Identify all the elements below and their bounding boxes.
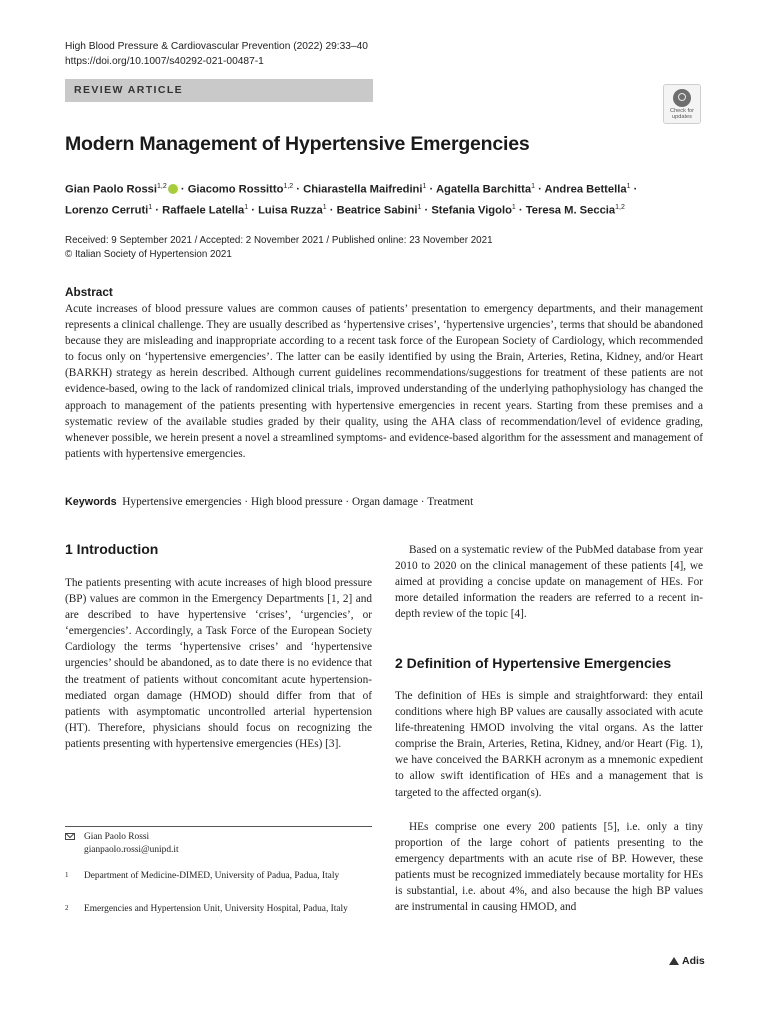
corresponding-author-name: Gian Paolo Rossi <box>84 832 150 842</box>
author-affiliation: 1 <box>422 183 427 190</box>
adis-triangle-icon <box>669 957 679 965</box>
author-name[interactable]: Stefania Vigolo <box>431 204 512 217</box>
check-updates-label-1: Check for <box>670 108 694 114</box>
author-affiliation: 1 <box>531 183 535 190</box>
author-name[interactable]: Giacomo Rossitto <box>187 183 284 196</box>
introduction-paragraph: The patients presenting with acute increases of high blood pressure (BP) values are common in the Emergency Departments [1, 2] and are described to have hypertensive ‘crises’, ‘urgencies’, or ‘emergencies’. Accordingly, a Task Force of the European Society Cardiology the terms ‘hypertensive crises’ and ‘hypertensive urgencies’ should be abandoned, as to date there is no evidence that the treatment of patients without concomitant acute hypertension-mediated organ damage (HMOD) should differ from that of patients with asymptomatic uncontrolled arterial hypertension (HT). Therefore, physicians should focus on recognizing the patients presenting with hypertensive emergencies (HEs) [3]. <box>65 577 372 750</box>
publication-dates <box>65 234 493 262</box>
author-affiliation: 1,2 <box>283 183 294 190</box>
author-name[interactable]: Lorenzo Cerruti <box>65 204 149 217</box>
introduction-paragraph-2: Based on a systematic review of the PubMed database from year 2010 to 2020 on the clinical management of these patients [4], we aimed at providing a concise update on management of HEs. For more detailed information the readers are referred to a recent in-depth review of the topic [4]. <box>395 544 703 621</box>
received-accepted-published: Received: 9 September 2021 / Accepted: 2 November 2021 / Published online: 23 November 2021 <box>65 235 493 246</box>
affiliation-number: 1 <box>65 871 69 879</box>
check-updates-icon <box>673 89 691 107</box>
check-for-updates-button[interactable] <box>663 84 701 124</box>
author-name[interactable]: Luisa Ruzza <box>258 204 323 217</box>
author-name[interactable]: Agatella Barchitta <box>435 183 532 196</box>
article-type-banner: REVIEW ARTICLE <box>65 79 373 102</box>
section-heading-introduction: 1 Introduction <box>65 541 159 557</box>
copyright-line: © Italian Society of Hypertension 2021 <box>65 249 232 260</box>
publisher-name: Adis <box>682 955 705 967</box>
author-affiliation: 1 <box>511 203 516 211</box>
author-affiliation: 1 <box>626 183 631 190</box>
author-affiliation: 1 <box>148 203 153 211</box>
journal-citation: High Blood Pressure & Cardiovascular Prevention (2022) 29:33–40 <box>65 41 368 52</box>
keywords-label: Keywords <box>65 496 117 508</box>
doi-link[interactable]: https://doi.org/10.1007/s40292-021-00487-1 <box>65 56 264 67</box>
author-affiliation: 1 <box>322 203 327 211</box>
footnote-divider <box>65 826 372 827</box>
abstract-text: Acute increases of blood pressure values are common causes of patients’ presentation to emergency departments, and their management represents a clinical challenge. They are usually described as ‘hypertensive crises’, ‘hypertensive urgencies’, terms that should be abandoned because they are misleading and inappropriate according to a recent task force of the European Society of Cardiology, which recommended to focus only on ‘hypertensive emergencies’. The latter can be easily identified by using the Brain, Arteries, Retina, Kidney, and/or Heart (BARKH) strategy as herein described. Although current guidelines recommendations/suggestions for treatment of these patients are not evidence-based, owing to the lack of randomized clinical trials, improved understanding of the underlying pathophysiology has changed the approach to management of the patients presenting with hypertensive emergencies in recent years. Starting from these premises and a systematic review of the available studies graded by their quality, using the AHA class of recommendation/level of evidence grading, whenever possible, we herein present a novel a streamlined symptoms- and evidence-based algorithm for the assessment and management of patients with hypertensive emergencies. <box>65 303 703 460</box>
affiliation-1: Department of Medicine-DIMED, University of Padua, Padua, Italy <box>84 871 340 881</box>
author-list: Gian Paolo Rossi$^{1,2}$ · Giacomo Rossitto$^{1,2}$ · Chiarastella Maifredini$^1$ · Agatella Barchitta$^1$ · Andrea Bettella$^1$ · Lorenzo Cerruti$^1$ · Raffaele Latella$^1$ · Luisa Ruzza$^1$ · Beatrice Sabini$^1$ · Stefania Vigolo$^1$ · Teresa M. Seccia$^{1,2}$ <box>65 183 638 217</box>
definition-paragraph: The definition of HEs is simple and straightforward: they entail conditions where high BP values are causally associated with acute life-threatening HMOD involving the vital organs. As the latter comprise the Brain, Arteries, Retina, Kidney, and/or Heart (Fig. 1), we have conceived the BARKH acronym as a mnemonic expedient to allow swift identification of HEs and a management that is targeted to the affected organ(s). <box>395 690 703 799</box>
author-affiliation: 1,2 <box>157 183 167 190</box>
corresponding-author-email[interactable]: gianpaolo.rossi@unipd.it <box>84 845 179 855</box>
author-name[interactable]: Teresa M. Seccia <box>525 204 616 217</box>
abstract-heading: Abstract <box>65 285 113 299</box>
corresponding-author <box>84 831 179 857</box>
orcid-icon[interactable] <box>168 184 178 194</box>
author-affiliation: 1 <box>244 203 249 211</box>
paper-title: Modern Management of Hypertensive Emergencies <box>65 133 530 155</box>
author-affiliation: 1,2 <box>615 203 625 211</box>
affiliation-2: Emergencies and Hypertension Unit, University Hospital, Padua, Italy <box>84 904 348 914</box>
definition-paragraph-2: HEs comprise one every 200 patients [5], i.e. only a tiny proportion of the large cohort of patients presenting to the emergency departments with an acute rise of BP. However, these patients must be recognized immediately because mortality for HEs is substantial, i.e. about 4%, and also because the high BP values are instrumental in causing HMOD, and <box>395 821 703 914</box>
author-name[interactable]: Chiarastella Maifredini <box>303 183 423 196</box>
author-name[interactable]: Andrea Bettella <box>544 183 627 196</box>
author-name[interactable]: Raffaele Latella <box>162 204 245 217</box>
author-affiliation: 1 <box>417 203 422 211</box>
author-name[interactable]: Beatrice Sabini <box>336 204 418 217</box>
keywords <box>65 494 705 510</box>
publisher-logo <box>669 955 705 967</box>
section-heading-definition: 2 Definition of Hypertensive Emergencies <box>395 655 672 671</box>
email-icon <box>65 833 75 840</box>
check-updates-label-2: updates <box>672 114 692 121</box>
author-name[interactable]: Gian Paolo Rossi <box>65 183 158 196</box>
keywords-list: Hypertensive emergencies · High blood pressure · Organ damage · Treatment <box>122 496 474 508</box>
affiliation-number: 2 <box>65 904 69 912</box>
